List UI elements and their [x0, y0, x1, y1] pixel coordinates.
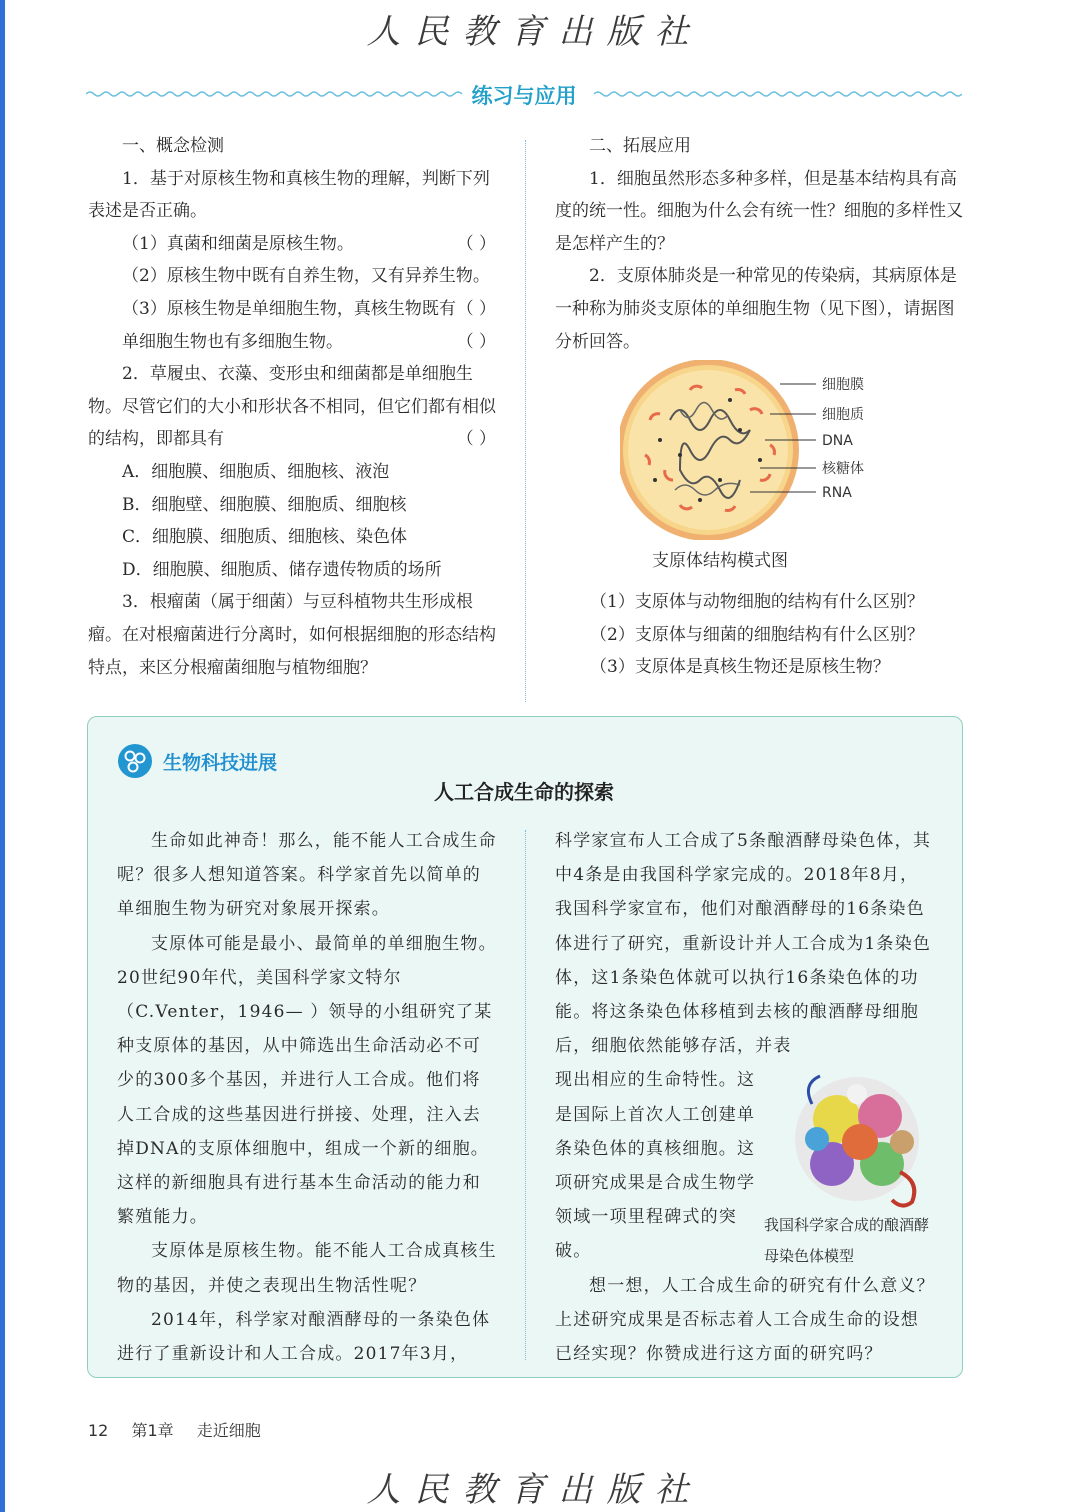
sub-questions	[590, 586, 924, 684]
answer-paren: （ ）	[456, 298, 496, 319]
article-paragraph-5: 科学家宣布人工合成了5条酿酒酵母染色体，其中4条是由我国科学家完成的。2018年8月，我国科学家宣布，他们对酿酒酵母的16条染色体进行了研究，重新设计并人工合成为1条染色体，这1条染色体就可以执行16条染色体的功能。将这条染色体移植到去核的酿酒酵母细胞后，细胞依然能够存活，并表	[555, 831, 932, 1057]
publisher-header: 人民教育出版社	[366, 12, 703, 52]
label-dna: DNA	[822, 433, 853, 449]
option-b: B．细胞壁、细胞膜、细胞质、细胞核	[122, 494, 407, 515]
question-3: 3．根瘤菌（属于细菌）与豆科植物共生形成根瘤。在对根瘤菌进行分离时，如何根据细胞的形态结构特点，来区分根瘤菌细胞与植物细胞？	[88, 592, 496, 678]
label-rna: RNA	[822, 485, 852, 501]
page-number: 12	[88, 1421, 109, 1440]
chromosome-model-caption: 我国科学家合成的酿酒酵母染色体模型	[764, 1216, 930, 1265]
label-cytoplasm: 细胞质	[822, 407, 864, 423]
column-divider	[525, 140, 526, 702]
article-paragraph-7: 想一想，人工合成生命的研究有什么意义？上述研究成果是否标志着人工合成生命的设想已经实现？你赞成进行这方面的研究吗？	[555, 1275, 935, 1365]
option-a: A．细胞膜、细胞质、细胞核、液泡	[122, 461, 390, 482]
article-paragraph-2: 支原体可能是最小、最简单的单细胞生物。20世纪90年代，美国科学家文特尔（C.Venter，1946— ）领导的小组研究了某种支原体的基因，从中筛选出生命活动必不可少的300多个基因，并进行人工合成。他们将人工合成的这些基因进行拼接、处理，注入去掉DNA的支原体细胞中，组成一个新的细胞。这样的新细胞具有进行基本生命活动的能力和繁殖能力。	[117, 933, 497, 1228]
label-ribosome: 核糖体	[822, 461, 864, 477]
question-1-item-1: （ ） （1）真菌和细菌是原核生物。	[88, 228, 496, 261]
question-1-item-2: （2）原核生物中既有自养生物，又有异养生物。 （ ）	[88, 260, 496, 293]
chapter-title: 走近细胞	[196, 1421, 261, 1440]
sub-question-3: （3）支原体是真核生物还是原核生物？	[590, 657, 890, 678]
answer-paren: （ ）	[456, 429, 496, 450]
question-1-intro: 1．基于对原核生物和真核生物的理解，判断下列表述是否正确。	[88, 168, 490, 222]
answer-paren: （ ）	[456, 233, 496, 254]
extended-question-2: 2．支原体肺炎是一种常见的传染病，其病原体是一种称为肺炎支原体的单细胞生物（见下图），请据图分析回答。	[555, 266, 957, 352]
yeast-chromosome-model-image	[782, 1064, 932, 1214]
diagram-caption: 支原体结构模式图	[652, 551, 788, 571]
option-d: D．细胞膜、细胞质、储存遗传物质的场所	[122, 559, 442, 580]
question-1-item-3: （3）原核生物是单细胞生物，真核生物既有单细胞生物也有多细胞生物。 （ ）	[88, 293, 496, 358]
article-paragraph-4: 2014年，科学家对酿酒酵母的一条染色体进行了重新设计和人工合成。2017年3月，	[117, 1309, 491, 1365]
extended-application-column	[555, 130, 963, 358]
publisher-footer: 人民教育出版社	[366, 1470, 703, 1510]
question-2: 2．草履虫、衣藻、变形虫和细菌都是单细胞生物。尽管它们的大小和形状各不相同，但它们都有相似的结构，即都具有 （ ）	[88, 358, 496, 456]
section-header	[86, 78, 962, 112]
option-c: C．细胞膜、细胞质、细胞核、染色体	[122, 527, 408, 548]
page-left-edge-bar	[0, 0, 5, 1512]
label-cell-membrane: 细胞膜	[822, 377, 864, 393]
section-title: 练习与应用	[471, 84, 577, 108]
mycoplasma-structure-diagram	[620, 360, 880, 540]
biotech-progress-label: 生物科技进展	[163, 752, 278, 774]
chapter-number: 第1章	[131, 1421, 174, 1440]
page-footer	[88, 1418, 279, 1441]
concept-check-heading: 一、概念检测	[122, 136, 224, 156]
extended-question-1: 1．细胞虽然形态多种多样，但是基本结构具有高度的统一性。细胞为什么会有统一性？细胞的多样性又是怎样产生的？	[555, 168, 963, 254]
extended-heading: 二、拓展应用	[589, 136, 691, 156]
article-column-divider	[525, 830, 526, 1360]
sub-question-1: （1）支原体与动物细胞的结构有什么区别？	[590, 592, 924, 612]
article-paragraph-3: 支原体是原核生物。能不能人工合成真核生物的基因，并使之表现出生物活性呢？	[117, 1241, 497, 1296]
article-paragraph-1: 生命如此神奇！那么，能不能人工合成生命呢？很多人想知道答案。科学家首先以简单的单细胞生物为研究对象展开探索。	[117, 831, 497, 920]
molecule-icon	[118, 744, 152, 778]
concept-check-column	[88, 130, 496, 684]
article-left-column	[117, 824, 497, 1371]
article-paragraph-6: 现出相应的生命特性。这是国际上首次人工创建单条染色体的真核细胞。这项研究成果是合成生物学领域一项里程碑式的突破。	[555, 1070, 756, 1262]
sub-question-2: （2）支原体与细菌的细胞结构有什么区别？	[590, 624, 924, 645]
answer-paren: （ ）	[456, 331, 496, 352]
biotech-article-title: 人工合成生命的探索	[434, 780, 614, 804]
